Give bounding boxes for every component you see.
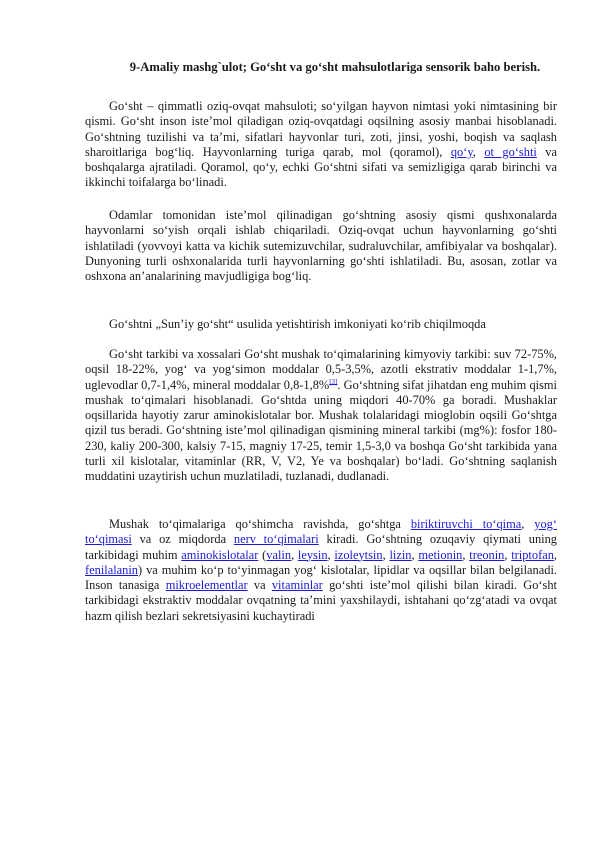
- link-treonin[interactable]: treonin: [469, 547, 505, 562]
- paragraph-artificial-meat: Go‘shtni „Sun’iy go‘sht“ usulida yetishtirish imkoniyati ko‘rib chiqilmoqda: [109, 317, 486, 331]
- paragraph-text: va: [247, 578, 272, 593]
- page-title: [100, 60, 570, 76]
- separator: ,: [382, 547, 390, 562]
- link-yog-toqimasi[interactable]: yog‘ to‘qimasi: [85, 517, 557, 547]
- paragraph-nutritional-value: [85, 517, 557, 624]
- paragraph-meat-definition: [85, 99, 557, 191]
- paragraph-text: . Go‘shtning sifat jihatdan eng muhim qismi mushak to‘qimalari hisoblanadi. Go‘shtda uning miqdori 40-70% ga boradi. Mushaklar oqsillarida hayotiy zarur aminokislotalar bor. Mushak tolalaridagi mioglobin oqsili Go‘shtga qizil tus beradi. Go‘shtning iste’mol qilinadigan qismining mineral tarkibi (mg%): fosfor 180-230, kaliy 200-300, kalsiy 7-15, magniy 17-25, temir 1,5-3,0 va boshqa Go‘sht tarkibida yana turli xil kislotalar, vitaminlar (RR, V, V2, Ye va boshqalar) bo‘ladi. Go‘shtning saqlanish muddatini uzaytirish uchun muzlatiladi, tuzlanadi, dudlanadi.: [85, 377, 557, 484]
- link-qoy[interactable]: qo‘y: [450, 144, 473, 159]
- paragraph-meat-composition: [85, 347, 557, 485]
- link-ot-goshti[interactable]: ot go‘shti: [484, 144, 537, 159]
- link-vitaminlar[interactable]: vitaminlar: [271, 578, 323, 593]
- separator: ,: [411, 547, 419, 562]
- paragraph-text: go‘shti iste’mol qilishi bilan kiradi. Go‘sht tarkibidagi ekstraktiv moddalar ovqatning ta’mini yaxshilaydi, ishtahani qo‘zg‘atadi va ovqat hazm qilish bezlari sekretsiyasini kuchaytiradi: [85, 578, 558, 623]
- link-fenilalanin[interactable]: fenilalanin: [85, 562, 138, 577]
- paragraph-text: (: [258, 547, 267, 562]
- paragraph-text: kiradi. Go‘shtning ozuqaviy qiymati uning tarkibidagi muhim: [85, 532, 557, 562]
- link-aminokislotalar[interactable]: aminokislotalar: [181, 547, 259, 562]
- separator: ,: [553, 547, 557, 562]
- separator: ,: [462, 547, 470, 562]
- link-lizin[interactable]: lizin: [389, 547, 412, 562]
- paragraph-text: ,: [472, 144, 485, 159]
- paragraph-text: Go‘sht tarkibi va xossalari Go‘sht mushak to‘qimalarining kimyoviy tarkibi: suv 72-75%, oqsil 18-22%, yog‘ va yog‘simon moddalar 0,5-3,5%, azotli ekstrativ moddalar 1-1,7%, uglevodlar 0,7-1,4%, mineral moddalar 0,8-1,8%: [85, 347, 557, 392]
- paragraph-text: Go‘sht – qimmatli oziq-ovqat mahsuloti; so‘yilgan hayvon nimtasi yoki nimtasining bir qismi. Go‘sht inson iste’mol qiladigan oziq-ovqatdagi oqsilning asosiy manbai hisoblanadi. Go‘shtning tuzilishi va ta’mi, sifatlari hayvonlar turi, zoti, jinsi, yoshi, boqish va saqlash sharoitlariga bog‘liq. Hayvonlarning turiga qarab, mol (qoramol),: [85, 99, 557, 159]
- paragraph-text: ) va muhim ko‘p to‘yinmagan yog‘ kislotalar, lipidlar va oqsillar bilan belgilanadi. Inson tanasiga: [85, 562, 557, 593]
- link-izoleytsin[interactable]: izoleytsin: [334, 547, 383, 562]
- separator: ,: [327, 547, 335, 562]
- title-lesson-number: 9-Amaliy mashg`ulot;: [129, 60, 247, 74]
- link-mikroelementlar[interactable]: mikroelementlar: [165, 578, 248, 593]
- link-valin[interactable]: valin: [266, 547, 292, 562]
- paragraph-text: Mushak to‘qimalariga qo‘shimcha ravishda, go‘shtga: [109, 517, 411, 531]
- paragraph-text: ,: [521, 517, 535, 531]
- paragraph-text: va oz miqdorda: [131, 532, 234, 547]
- link-biriktiruvchi-toqima[interactable]: biriktiruvchi to‘qima: [410, 517, 522, 531]
- separator: ,: [291, 547, 298, 562]
- link-nerv-toqimalari[interactable]: nerv to‘qimalari: [233, 532, 319, 547]
- link-metionin[interactable]: metionin: [418, 547, 463, 562]
- paragraph-meat-production: Odamlar tomonidan iste’mol qilinadigan go‘shtning asosiy qismi qushxonalarda hayvonlarni so‘yish orqali ishlab chiqariladi. Oziq-ovqat uchun hayvonlarning go‘shti ishlatiladi (yovvoyi katta va kichik sutemizuvchilar, sudraluvchilar, amfibiyalar va boshqalar). Dunyoning turli oshxonalarida turli hayvonlarning go‘shti ishlatiladi. Bu, asosan, zotlar va oshxona an’analarining mavjudligiga bog‘liq.: [85, 208, 557, 284]
- link-leysin[interactable]: leysin: [297, 547, 328, 562]
- paragraph-text: va boshqalarga ajratiladi. Qoramol, qo‘y, echki Go‘shtni sifati va semizligiga qarab birinchi va ikkinchi toifalarga bo‘linadi.: [85, 144, 558, 190]
- link-triptofan[interactable]: triptofan: [511, 547, 554, 562]
- title-topic: Go‘sht va go‘sht mahsulotlariga sensorik baho berish.: [246, 60, 541, 74]
- footnote-link[interactable]: [3]: [329, 377, 338, 386]
- separator: ,: [504, 547, 512, 562]
